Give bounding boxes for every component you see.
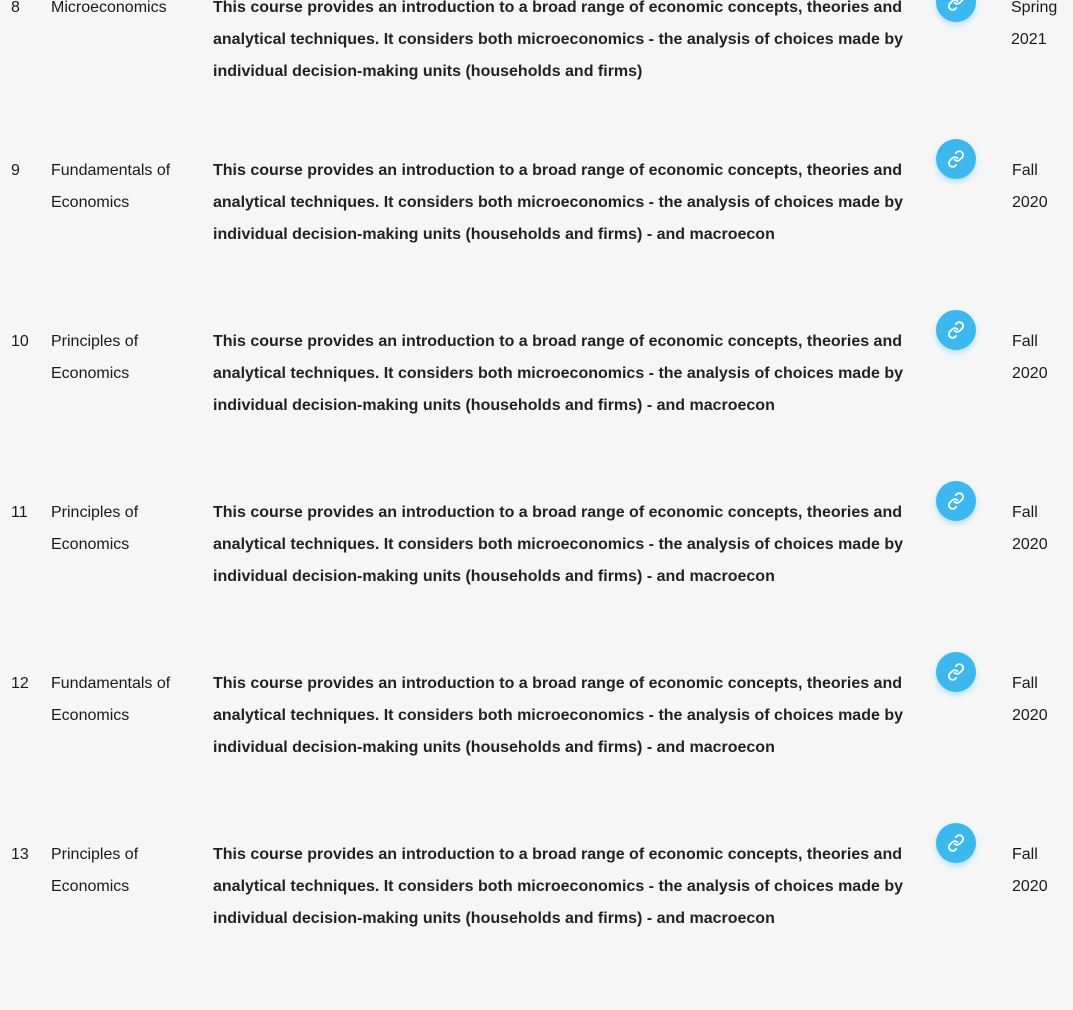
course-description: This course provides an introduction to a broad range of economic concepts, theories and analytical techniques. It considers both microeconomics - the analysis of choices made by individual decision-making units (households and firms) - and macroecon [213,333,903,414]
course-name: Fundamentals of Economics [51,675,171,724]
course-name: Fundamentals of Economics [51,162,171,211]
table-row [0,155,1073,326]
link-icon [947,492,965,510]
course-term: Fall 2020 [1012,675,1048,724]
course-number: 10 [11,333,29,350]
table-row [0,668,1073,839]
course-term: Fall 2020 [1012,162,1048,211]
link-icon [947,0,965,11]
course-description: This course provides an introduction to a broad range of economic concepts, theories and analytical techniques. It considers both microeconomics - the analysis of choices made by individual decision-making units (households and firms) - and macroecon [213,504,903,585]
course-term: Fall 2020 [1012,333,1048,382]
course-term: Spring 2021 [1011,0,1058,48]
link-icon [947,663,965,681]
course-number: 12 [11,675,29,692]
course-link-button[interactable] [936,310,976,350]
course-name: Principles of Economics [51,846,139,895]
course-link-button[interactable] [936,139,976,179]
course-description: This course provides an introduction to a broad range of economic concepts, theories and analytical techniques. It considers both microeconomics - the analysis of choices made by individual decision-making units (households and firms) - and macroecon [213,675,903,756]
course-number: 11 [11,504,28,521]
course-description: This course provides an introduction to a broad range of economic concepts, theories and analytical techniques. It considers both microeconomics - the analysis of choices made by individual decision-making units (households and firms) [213,0,903,80]
table-row [0,497,1073,668]
course-number: 13 [11,846,29,863]
course-term: Fall 2020 [1012,846,1048,895]
table-row [0,0,1073,155]
course-term: Fall 2020 [1012,504,1048,553]
course-description: This course provides an introduction to a broad range of economic concepts, theories and analytical techniques. It considers both microeconomics - the analysis of choices made by individual decision-making units (households and firms) - and macroecon [213,846,903,927]
table-row [0,839,1073,1010]
course-link-button[interactable] [936,481,976,521]
course-description: This course provides an introduction to a broad range of economic concepts, theories and analytical techniques. It considers both microeconomics - the analysis of choices made by individual decision-making units (households and firms) - and macroecon [213,162,903,243]
course-number: 9 [11,162,20,179]
table-row [0,326,1073,497]
link-icon [947,150,965,168]
course-link-button[interactable] [936,0,976,22]
course-name: Principles of Economics [51,504,139,553]
course-number: 8 [11,0,20,16]
course-link-button[interactable] [936,652,976,692]
link-icon [947,321,965,339]
course-link-button[interactable] [936,823,976,863]
course-name: Principles of Economics [51,333,139,382]
link-icon [947,834,965,852]
course-name: Microeconomics [51,0,167,16]
